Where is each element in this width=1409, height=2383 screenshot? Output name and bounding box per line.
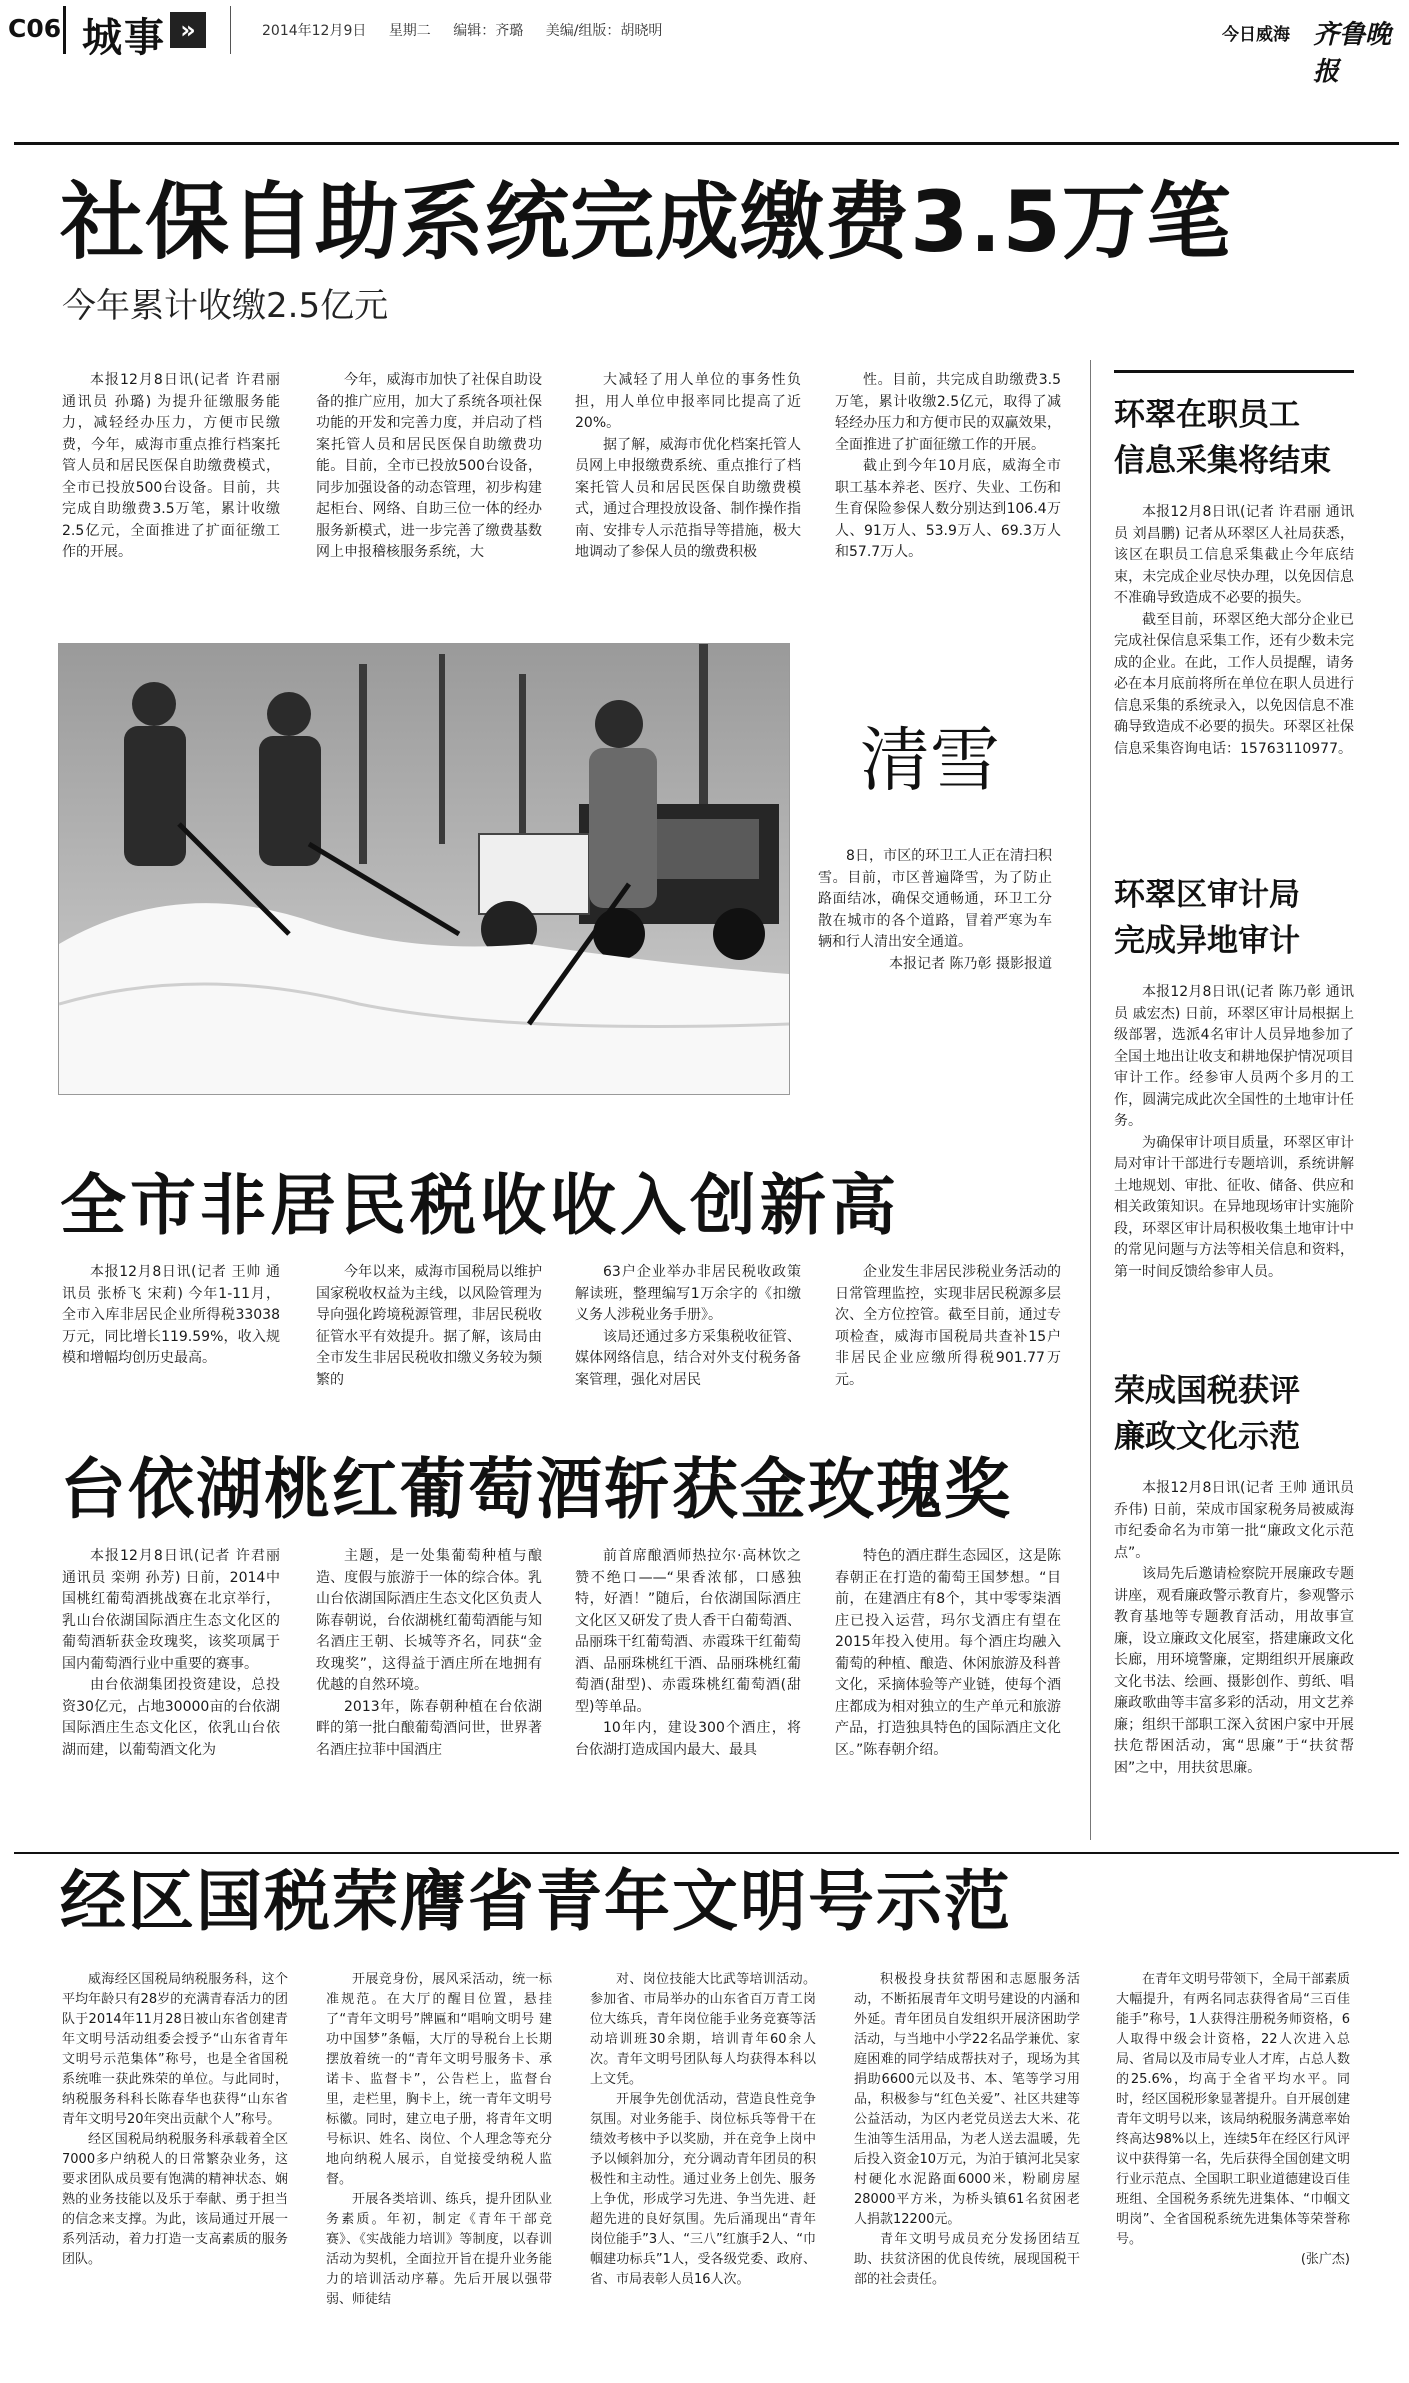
youth-column-2: 开展竞身份，展风采活动，统一标准规范。在大厅的醒目位置，悬挂了“青年文明号”牌匾和“唱响文明号 建功中国梦”条幅，大厅的导税台上长期摆放着统一的“青年文明号服务卡、承诺卡、监督卡”，公告栏上，监督台里，走栏里，胸卡上，统一青年文明号标徽。同时，建立电子册，将青年文明号标识、姓名、岗位、个人理念等充分地向纳税人展示，自觉接受纳税人监督。 开展各类培训、练兵，提升团队业务素质。年初，制定《青年干部竞赛》、《实战能力培训》等制度，以春训活动为契机，全面拉开旨在提升业务能力的培训活动序幕。先后开展以强带弱、师徒结 [326,1972,552,2307]
paper-name: 齐鲁晚报 [1313,20,1392,87]
loader-shape [479,834,589,914]
youth-column-1: 威海经区国税局纳税服务科，这个平均年龄只有28岁的充满青春活力的团队于2014年11月28日被山东省创建青年文明号活动组委会授予“山东省青年文明号示范集体”称号，也是全省国税系统唯一获此殊荣的单位。与此同时，纳税服务科科长陈春华也获得“山东省青年文明号20年突出贡献个人”称号。 经区国税局纳税服务科承载着全区7000多户纳税人的日常繁杂业务，这要求团队成员要有饱满的精神状态、娴熟的业务技能以及乐于奉献、勇于担当的信念来支撑。为此，该局通过开展一系列活动，着力打造一支高素质的服务团队。 [62,1972,288,2267]
wine-column-2: 主题，是一处集葡萄种植与酿造、度假与旅游于一体的综合体。乳山台依湖国际酒庄生态文化区负责人陈春朝说，台依湖桃红葡萄酒能与知名酒庄王朝、长城等齐名，同获“金玫瑰奖”，这得益于酒庄所在地拥有优越的自然环境。 2013年，陈春朝种植在台依湖畔的第一批白酿葡萄酒问世，世界著名酒庄拉菲中国酒庄 [316,1548,542,1758]
snow-cleanup-photo [58,643,790,1095]
lead-column-2: 今年，威海市加快了社保自助设备的推广应用，加大了系统各项社保功能的开发和完善力度，并启动了档案托管人员和居民医保自助缴费功能。目前，全市已投放500台设备，同步加强设备的动态管理，初步构建起柜台、网络、自助三位一体的经办服务新模式，进一步完善了缴费基数网上申报稽核服务系统，大 [316,372,542,560]
divider [63,6,66,54]
sidebar-story-2 [1114,872,1354,1283]
issue-weekday: 星期二 [388,23,431,39]
tax-column-2: 今年以来，威海市国税局以维护国家税收权益为主线，以风险管理为导向强化跨境税源管理，非居民税收征管水平有效提升。据了解，该局由全市发生非居民税收扣缴义务较为频繁的 [316,1264,542,1388]
photo-caption: 8日，市区的环卫工人正在清扫积雪。目前，市区普遍降雪，为了防止路面结冰，确保交通畅通，环卫工分散在城市的各个道路，冒着严寒为车辆和行人清出安全通道。 本报记者 陈乃彰 摄影报道 [818,846,1052,975]
sidebar-story-1-title-1: 环翠在职员工 [1114,397,1300,433]
sidebar-story-3-title-1: 荣成国税获评 [1114,1373,1300,1409]
sidebar-story-1 [1114,392,1354,760]
sidebar-rule [1114,370,1354,373]
tax-column-1: 本报12月8日讯(记者 王帅 通讯员 张桥飞 宋莉) 今年1-11月，全市入库非居民企业所得税33038万元，同比增长119.59%，收入规模和增幅均创历史最高。 [62,1264,280,1366]
tax-column-3: 63户企业举办非居民税收政策解读班，整理编写1万余字的《扣缴义务人涉税业务手册》。 该局还通过多方采集税收征管、媒体网络信息，结合对外支付税务备案管理，强化对居民 [575,1264,801,1388]
sidebar-story-2-body: 本报12月8日讯(记者 陈乃彰 通讯员 戚宏杰) 日前，环翠区审计局根据上级部署，选派4名审计人员异地参加了全国土地出让收支和耕地保护情况项目审计工作。经参审人员两个多月的工作，圆满完成此次全国性的土地审计任务。 为确保审计项目质量，环翠区审计局对审计干部进行专题培训，系统讲解土地规划、审批、征收、储备、供应和相关政策知识。在异地现场审计实施阶段，环翠区审计局积极收集土地审计中的常见问题与方法等相关信息和资料，第一时间反馈给参审人员。 [1114,984,1354,1280]
lead-column-4: 性。目前，共完成自助缴费3.5万笔，累计收缴2.5亿元，取得了减轻经办压力和方便市民的双赢效果，全面推进了扩面征缴工作的开展。 截止到今年10月底，威海全市职工基本养老、医疗、失业、工伤和生育保险参保人数分别达到106.4万人、91万人、53.9万人、69.3万人和57.7万人。 [835,372,1061,560]
photo-illustration [59,644,789,1094]
wine-column-3: 前首席酿酒师热拉尔·高林饮之赞不绝口——“果香浓郁，口感独特，好酒！”随后，台依湖国际酒庄文化区又研发了贵人香干白葡萄酒、品丽珠干红葡萄酒、赤霞珠干红葡萄酒、品丽珠桃红干酒、品丽珠桃红葡萄酒(甜型)、赤霞珠桃红葡萄酒(甜型)等单品。 10年内，建设300个酒庄，将台依湖打造成国内最大、最具 [575,1548,801,1758]
masthead [0,0,1409,87]
sidebar-story-3-title-2: 廉政文化示范 [1114,1419,1300,1455]
divider [230,6,231,54]
sidebar-story-2-title-2: 完成异地审计 [1114,923,1300,959]
double-chevron-right-icon: » [170,12,206,48]
sidebar-story-1-body: 本报12月8日讯(记者 许君丽 通讯员 刘昌鹏) 记者从环翠区人社局获悉，该区在职员工信息采集截止今年底结束，未完成企业尽快办理，以免因信息不准确导致造成不必要的损失。 截至目前，环翠区绝大部分企业已完成社保信息采集工作，还有少数未完成的企业。在此，工作人员提醒，请务必在本月底前将所在单位在职人员进行信息采集的系统录入，以免因信息不准确导致造成不必要的损失。环翠区社保信息采集咨询电话：15763110977。 [1114,504,1354,757]
section-rule [14,1852,1399,1854]
edition-name: 今日威海 [1222,25,1290,45]
sidebar-story-3 [1114,1368,1354,1779]
youth-column-3: 对、岗位技能大比武等培训活动。参加省、市局举办的山东省百万青工岗位大练兵，青年岗位能手业务竞赛等活动培训班30余期，培训青年60余人次。青年文明号团队每人均获得本科以上文凭。 开展争先创优活动，营造良性竞争氛围。对业务能手、岗位标兵等骨干在绩效考核中予以奖励，并在竞争上岗中予以倾斜加分，充分调动青年团员的积极性和主动性。通过业务上创先、服务上争优，形成学习先进、争当先进、赶超先进的良好氛围。先后涌现出“青年岗位能手”3人、“三八”红旗手2人、“巾帼建功标兵”1人，受各级党委、政府、省、市局表彰人员16人次。 [590,1972,816,2287]
youth-headline: 经区国税荣膺省青年文明号示范 [60,1863,1012,1940]
wine-headline: 台依湖桃红葡萄酒斩获金玫瑰奖 [60,1451,1012,1528]
editor: 编辑：齐璐 [453,23,524,39]
lead-headline: 社保自助系统完成缴费3.5万笔 [60,173,1232,271]
lead-column-3: 大减轻了用人单位的事务性负担，用人单位申报率同比提高了近20%。 据了解，威海市优化档案托管人员网上申报缴费系统、重点推行了档案托管人员和居民医保自助缴费模式，通过合理投放设备、制作操作指南、安排专人示范指导等措施，极大地调动了参保人员的缴费积极 [575,372,801,560]
wine-column-1: 本报12月8日讯(记者 许君丽 通讯员 栾朔 孙芳) 日前，2014中国桃红葡萄酒挑战赛在北京举行，乳山台依湖国际酒庄生态文化区的葡萄酒斩获金玫瑰奖，该奖项属于国内葡萄酒行业中重要的赛事。 由台依湖集团投资建设，总投资30亿元，占地30000亩的台依湖国际酒庄生态文化区，依乳山台依湖而建，以葡萄酒文化为 [62,1548,280,1758]
tax-column-4: 企业发生非居民涉税业务活动的日常管理监控，实现非居民税源多层次、全方位控管。截至目前，通过专项检查，威海市国税局共查补15户非居民企业应缴所得税901.77万元。 [835,1264,1061,1388]
lead-column-1: 本报12月8日讯(记者 许君丽 通讯员 孙璐) 为提升征缴服务能力，减轻经办压力，方便市民缴费，今年，威海市重点推行档案托管人员和居民医保自助缴费模式，全市已投放500台设备。目前，共完成自助缴费3.5万笔，累计收缴2.5亿元，全面推进了扩面征缴工作的开展。 [62,372,280,560]
lead-subheadline: 今年累计收缴2.5亿元 [62,286,389,326]
youth-byline: (张广杰) [1300,2252,1350,2267]
sidebar-story-2-title-1: 环翠区审计局 [1114,877,1300,913]
sidebar-story-3-body: 本报12月8日讯(记者 王帅 通讯员 乔伟) 日前，荣成市国家税务局被威海市纪委命名为市第一批“廉政文化示范点”。 该局先后邀请检察院开展廉政专题讲座，观看廉政警示教育片，参观警示教育基地等专题教育活动，用故事宣廉，设立廉政文化展室，搭建廉政文化长廊，用环境警廉，定期组织开展廉政文化书法、绘画、摄影创作、剪纸、唱廉政歌曲等丰富多彩的活动，用文艺养廉；组织干部职工深入贫困户家中开展扶危帮困活动，寓“思廉”于“扶贫帮困”之中，用扶贫思廉。 [1114,1480,1354,1776]
tax-headline: 全市非居民税收收入创新高 [60,1167,900,1244]
page-number: C06 [8,14,62,43]
youth-column-4: 积极投身扶贫帮困和志愿服务活动，不断拓展青年文明号建设的内涵和外延。青年团员自发组织开展济困助学活动，与当地中小学22名品学兼优、家庭困难的同学结成帮扶对子，现场为其捐助6600元以及书、本、笔等学习用品，积极参与“红色关爱”、社区共建等公益活动，为区内老党员送去大米、花生油等生活用品，为老人送去温暖，先后投入资金10万元，为泊于镇河北吴家村硬化水泥路面6000米，粉刷房屋28000平方米，为桥头镇61名贫困老人捐款12200元。 青年文明号成员充分发扬团结互助、扶贫济困的优良传统，展现国税干部的社会责任。 [854,1972,1080,2287]
issue-info [262,20,662,40]
sidebar-divider [1090,360,1091,1840]
wine-column-4: 特色的酒庄群生态园区，这是陈春朝正在打造的葡萄王国梦想。“目前，在建酒庄有8个，其中零零柒酒庄已投入运营，玛尔戈酒庄有望在2015年投入使用。每个酒庄均融入葡萄的种植、酿造、休闲旅游及科普文化，采摘体验等产业链，使每个酒庄都成为相对独立的生产单元和旅游产品，打造独具特色的国际酒庄文化区。”陈春朝介绍。 [835,1548,1061,1758]
sidebar-story-1-title-2: 信息采集将结束 [1114,443,1331,479]
youth-column-5: 在青年文明号带领下，全局干部素质大幅提升，有两名同志获得省局“三百佳能手”称号，1人获得注册税务师资格，6人取得中级会计资格，22人次进入总局、省局以及市局专业人才库，占总人数的25.6%，均高于全省平均水平。同时，经区国税形象显著提升。自开展创建青年文明号以来，该局纳税服务满意率始终高达98%以上，连续5年在经区行风评议中获得第一名，先后获得全国创建文明行业示范点、全国职工职业道德建设百佳班组、全国税务系统先进集体、“巾帼文明岗”、全省国税系统先进集体等荣誉称号。 (张广杰) [1116,1970,1350,2270]
issue-date: 2014年12月9日 [262,23,367,39]
masthead-rule [14,142,1399,145]
section-title: 城事 [82,15,166,61]
designer: 美编/组版：胡晓明 [545,23,663,39]
photo-headline: 清雪 [860,719,1000,801]
photo-credit: 本报记者 陈乃彰 摄影报道 [889,955,1052,972]
